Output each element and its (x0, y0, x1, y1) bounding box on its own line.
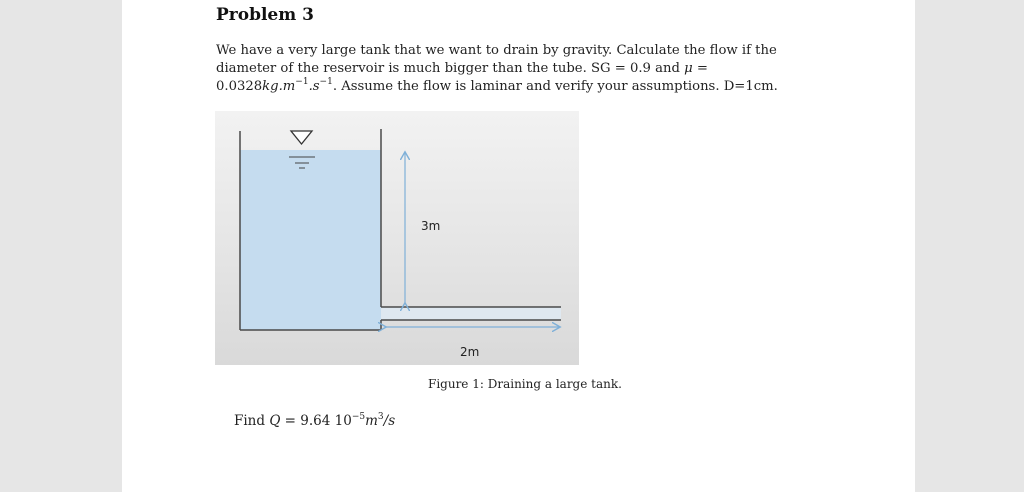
units-kg-m: kg.m (262, 79, 296, 94)
exponent-s: −1 (319, 77, 333, 87)
tank-water (240, 150, 381, 330)
figure-caption: Figure 1: Draining a large tank. (428, 377, 622, 391)
height-label: 3m (421, 219, 441, 233)
length-label: 2m (460, 345, 480, 359)
tank-diagram (215, 111, 579, 365)
mu-value: = 0.0328 (216, 61, 708, 94)
answer-variable: Q (269, 413, 281, 429)
statement-part-1: We have a very large tank that we want to drain by gravity. Calculate the flow if the diameter of the reservoir is much bigger than the tube. SG = 0.9 and (216, 43, 777, 76)
statement-part-2: . Assume the flow is laminar and verify your assumptions. D=1cm. (332, 79, 778, 94)
answer-unit-s: /s (383, 413, 396, 429)
problem-heading: Problem 3 (216, 5, 314, 25)
answer-unit-m: m (365, 413, 378, 429)
answer-value: = 9.64 10 (280, 413, 352, 429)
answer-unit-exponent: 3 (377, 412, 384, 422)
tank-figure (215, 111, 579, 365)
exponent-m: −1 (295, 77, 309, 87)
problem-statement (216, 42, 828, 96)
answer-line (234, 413, 395, 429)
pipe-water (381, 307, 561, 320)
answer-exponent: −5 (351, 412, 366, 422)
units-s: .s (308, 79, 320, 94)
mu-symbol: μ (684, 61, 693, 76)
answer-prefix: Find (234, 413, 270, 429)
